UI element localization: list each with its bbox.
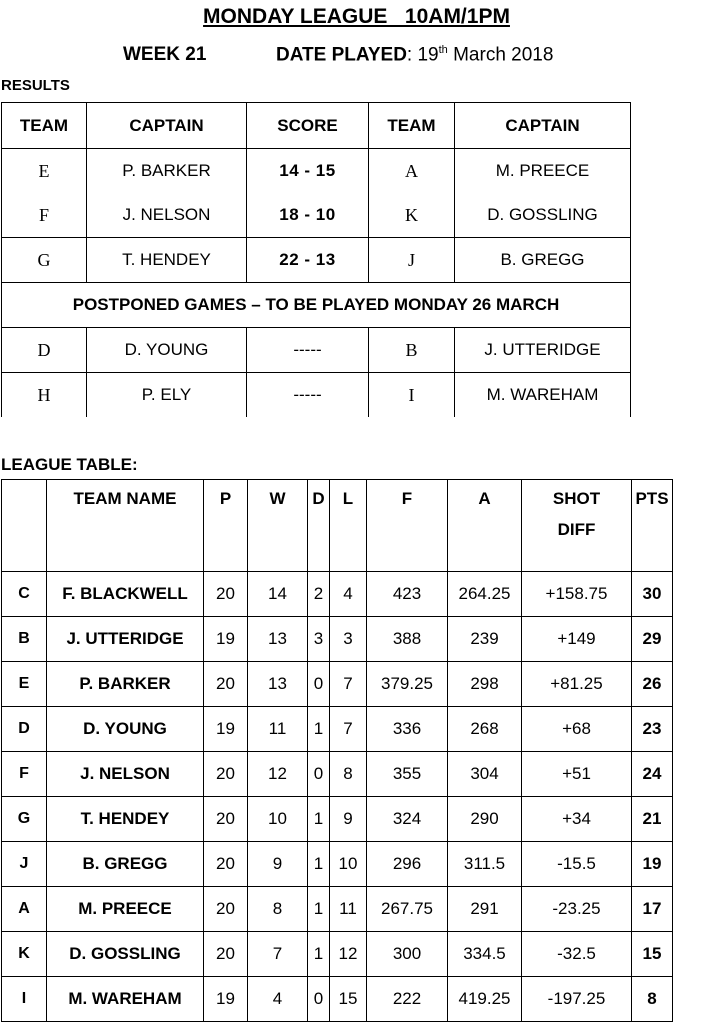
shots-against: 239 bbox=[448, 617, 522, 662]
shot-diff: +158.75 bbox=[522, 572, 632, 617]
home-team: G bbox=[2, 238, 87, 283]
team-letter: G bbox=[2, 797, 47, 842]
shots-against: 264.25 bbox=[448, 572, 522, 617]
points: 29 bbox=[632, 617, 673, 662]
played: 19 bbox=[204, 707, 248, 752]
league-row bbox=[2, 617, 673, 662]
drawn: 2 bbox=[308, 572, 330, 617]
result-row bbox=[2, 149, 631, 194]
won: 14 bbox=[248, 572, 308, 617]
postponed-game-row bbox=[2, 328, 631, 373]
results-header-cell: SCORE bbox=[247, 103, 369, 149]
team-letter: C bbox=[2, 572, 47, 617]
league-row bbox=[2, 887, 673, 932]
won: 9 bbox=[248, 842, 308, 887]
drawn: 0 bbox=[308, 752, 330, 797]
home-captain: J. NELSON bbox=[87, 193, 247, 238]
won: 13 bbox=[248, 662, 308, 707]
shots-for: 222 bbox=[367, 977, 448, 1022]
shots-against: 304 bbox=[448, 752, 522, 797]
home-team: H bbox=[2, 373, 87, 418]
header-won: W bbox=[248, 480, 308, 572]
drawn: 1 bbox=[308, 932, 330, 977]
won: 4 bbox=[248, 977, 308, 1022]
won: 13 bbox=[248, 617, 308, 662]
shots-for: 336 bbox=[367, 707, 448, 752]
results-header-cell: CAPTAIN bbox=[87, 103, 247, 149]
won: 10 bbox=[248, 797, 308, 842]
drawn: 0 bbox=[308, 977, 330, 1022]
drawn: 1 bbox=[308, 797, 330, 842]
won: 11 bbox=[248, 707, 308, 752]
shots-for: 355 bbox=[367, 752, 448, 797]
league-body bbox=[2, 572, 673, 1022]
shots-for: 423 bbox=[367, 572, 448, 617]
points: 19 bbox=[632, 842, 673, 887]
played: 19 bbox=[204, 977, 248, 1022]
week-number: WEEK 21 bbox=[123, 44, 207, 65]
shots-against: 334.5 bbox=[448, 932, 522, 977]
shot-diff: -197.25 bbox=[522, 977, 632, 1022]
results-header-cell: CAPTAIN bbox=[455, 103, 631, 149]
away-team: K bbox=[369, 193, 455, 238]
shot-diff: +34 bbox=[522, 797, 632, 842]
points: 30 bbox=[632, 572, 673, 617]
header-for: F bbox=[367, 480, 448, 572]
league-row bbox=[2, 752, 673, 797]
points: 26 bbox=[632, 662, 673, 707]
away-captain: M. WAREHAM bbox=[455, 373, 631, 418]
points: 23 bbox=[632, 707, 673, 752]
played: 20 bbox=[204, 842, 248, 887]
away-team: J bbox=[369, 238, 455, 283]
won: 7 bbox=[248, 932, 308, 977]
date-played: DATE PLAYED: 19th March 2018 bbox=[276, 44, 554, 66]
league-row bbox=[2, 842, 673, 887]
results-header-row bbox=[2, 103, 631, 149]
drawn: 0 bbox=[308, 662, 330, 707]
played: 20 bbox=[204, 932, 248, 977]
score: 14 - 15 bbox=[247, 149, 369, 194]
shot-diff: -23.25 bbox=[522, 887, 632, 932]
header-shot-diff: SHOT DIFF bbox=[522, 480, 632, 572]
team-letter: F bbox=[2, 752, 47, 797]
drawn: 1 bbox=[308, 887, 330, 932]
played: 20 bbox=[204, 797, 248, 842]
away-team: A bbox=[369, 149, 455, 194]
shots-for: 324 bbox=[367, 797, 448, 842]
league-row bbox=[2, 707, 673, 752]
page-title: MONDAY LEAGUE 10AM/1PM bbox=[203, 5, 510, 28]
shots-against: 298 bbox=[448, 662, 522, 707]
league-row bbox=[2, 977, 673, 1022]
shot-diff: +149 bbox=[522, 617, 632, 662]
league-row bbox=[2, 662, 673, 707]
result-row bbox=[2, 238, 631, 283]
away-captain: M. PREECE bbox=[455, 149, 631, 194]
score: ----- bbox=[247, 373, 369, 418]
header-lost: L bbox=[330, 480, 367, 572]
lost: 7 bbox=[330, 662, 367, 707]
shots-for: 300 bbox=[367, 932, 448, 977]
league-table-heading: LEAGUE TABLE: bbox=[1, 455, 138, 474]
team-name: T. HENDEY bbox=[47, 797, 204, 842]
team-name: M. WAREHAM bbox=[47, 977, 204, 1022]
played: 20 bbox=[204, 572, 248, 617]
points: 17 bbox=[632, 887, 673, 932]
home-captain: D. YOUNG bbox=[87, 328, 247, 373]
lost: 12 bbox=[330, 932, 367, 977]
lost: 10 bbox=[330, 842, 367, 887]
played: 20 bbox=[204, 662, 248, 707]
results-heading: RESULTS bbox=[1, 77, 70, 94]
won: 8 bbox=[248, 887, 308, 932]
result-row bbox=[2, 193, 631, 238]
away-captain: D. GOSSLING bbox=[455, 193, 631, 238]
team-name: P. BARKER bbox=[47, 662, 204, 707]
score: ----- bbox=[247, 328, 369, 373]
shot-diff: +51 bbox=[522, 752, 632, 797]
home-captain: P. ELY bbox=[87, 373, 247, 418]
away-captain: B. GREGG bbox=[455, 238, 631, 283]
shots-against: 311.5 bbox=[448, 842, 522, 887]
shots-for: 296 bbox=[367, 842, 448, 887]
team-name: M. PREECE bbox=[47, 887, 204, 932]
shots-for: 267.75 bbox=[367, 887, 448, 932]
postponed-game-row bbox=[2, 373, 631, 418]
lost: 9 bbox=[330, 797, 367, 842]
team-name: B. GREGG bbox=[47, 842, 204, 887]
lost: 11 bbox=[330, 887, 367, 932]
played: 19 bbox=[204, 617, 248, 662]
home-team: D bbox=[2, 328, 87, 373]
lost: 7 bbox=[330, 707, 367, 752]
points: 15 bbox=[632, 932, 673, 977]
header-team-name: TEAM NAME bbox=[47, 480, 204, 572]
team-name: J. UTTERIDGE bbox=[47, 617, 204, 662]
shots-against: 419.25 bbox=[448, 977, 522, 1022]
results-header-cell: TEAM bbox=[369, 103, 455, 149]
away-captain: J. UTTERIDGE bbox=[455, 328, 631, 373]
shots-for: 379.25 bbox=[367, 662, 448, 707]
league-row bbox=[2, 572, 673, 617]
team-letter: B bbox=[2, 617, 47, 662]
shots-against: 291 bbox=[448, 887, 522, 932]
header-played: P bbox=[204, 480, 248, 572]
header-letter bbox=[2, 480, 47, 572]
shot-diff: +68 bbox=[522, 707, 632, 752]
header-points: PTS bbox=[632, 480, 673, 572]
lost: 4 bbox=[330, 572, 367, 617]
team-letter: D bbox=[2, 707, 47, 752]
shots-for: 388 bbox=[367, 617, 448, 662]
team-letter: A bbox=[2, 887, 47, 932]
lost: 15 bbox=[330, 977, 367, 1022]
shots-against: 290 bbox=[448, 797, 522, 842]
away-team: B bbox=[369, 328, 455, 373]
league-header-row bbox=[2, 480, 673, 572]
team-letter: J bbox=[2, 842, 47, 887]
team-letter: K bbox=[2, 932, 47, 977]
home-team: E bbox=[2, 149, 87, 194]
score: 22 - 13 bbox=[247, 238, 369, 283]
home-captain: T. HENDEY bbox=[87, 238, 247, 283]
lost: 8 bbox=[330, 752, 367, 797]
shots-against: 268 bbox=[448, 707, 522, 752]
lost: 3 bbox=[330, 617, 367, 662]
header-against: A bbox=[448, 480, 522, 572]
drawn: 1 bbox=[308, 707, 330, 752]
results-table bbox=[1, 102, 631, 417]
drawn: 3 bbox=[308, 617, 330, 662]
team-letter: E bbox=[2, 662, 47, 707]
team-letter: I bbox=[2, 977, 47, 1022]
points: 21 bbox=[632, 797, 673, 842]
played: 20 bbox=[204, 752, 248, 797]
postponed-label: POSTPONED GAMES – TO BE PLAYED MONDAY 26 MARCH bbox=[2, 283, 631, 328]
postponed-row bbox=[2, 283, 631, 328]
header-drawn: D bbox=[308, 480, 330, 572]
home-captain: P. BARKER bbox=[87, 149, 247, 194]
shot-diff: -15.5 bbox=[522, 842, 632, 887]
league-row bbox=[2, 932, 673, 977]
team-name: D. GOSSLING bbox=[47, 932, 204, 977]
league-row bbox=[2, 797, 673, 842]
points: 24 bbox=[632, 752, 673, 797]
points: 8 bbox=[632, 977, 673, 1022]
team-name: F. BLACKWELL bbox=[47, 572, 204, 617]
away-team: I bbox=[369, 373, 455, 418]
team-name: D. YOUNG bbox=[47, 707, 204, 752]
drawn: 1 bbox=[308, 842, 330, 887]
score: 18 - 10 bbox=[247, 193, 369, 238]
shot-diff: -32.5 bbox=[522, 932, 632, 977]
won: 12 bbox=[248, 752, 308, 797]
league-table bbox=[1, 479, 673, 1022]
team-name: J. NELSON bbox=[47, 752, 204, 797]
results-header-cell: TEAM bbox=[2, 103, 87, 149]
shot-diff: +81.25 bbox=[522, 662, 632, 707]
home-team: F bbox=[2, 193, 87, 238]
played: 20 bbox=[204, 887, 248, 932]
